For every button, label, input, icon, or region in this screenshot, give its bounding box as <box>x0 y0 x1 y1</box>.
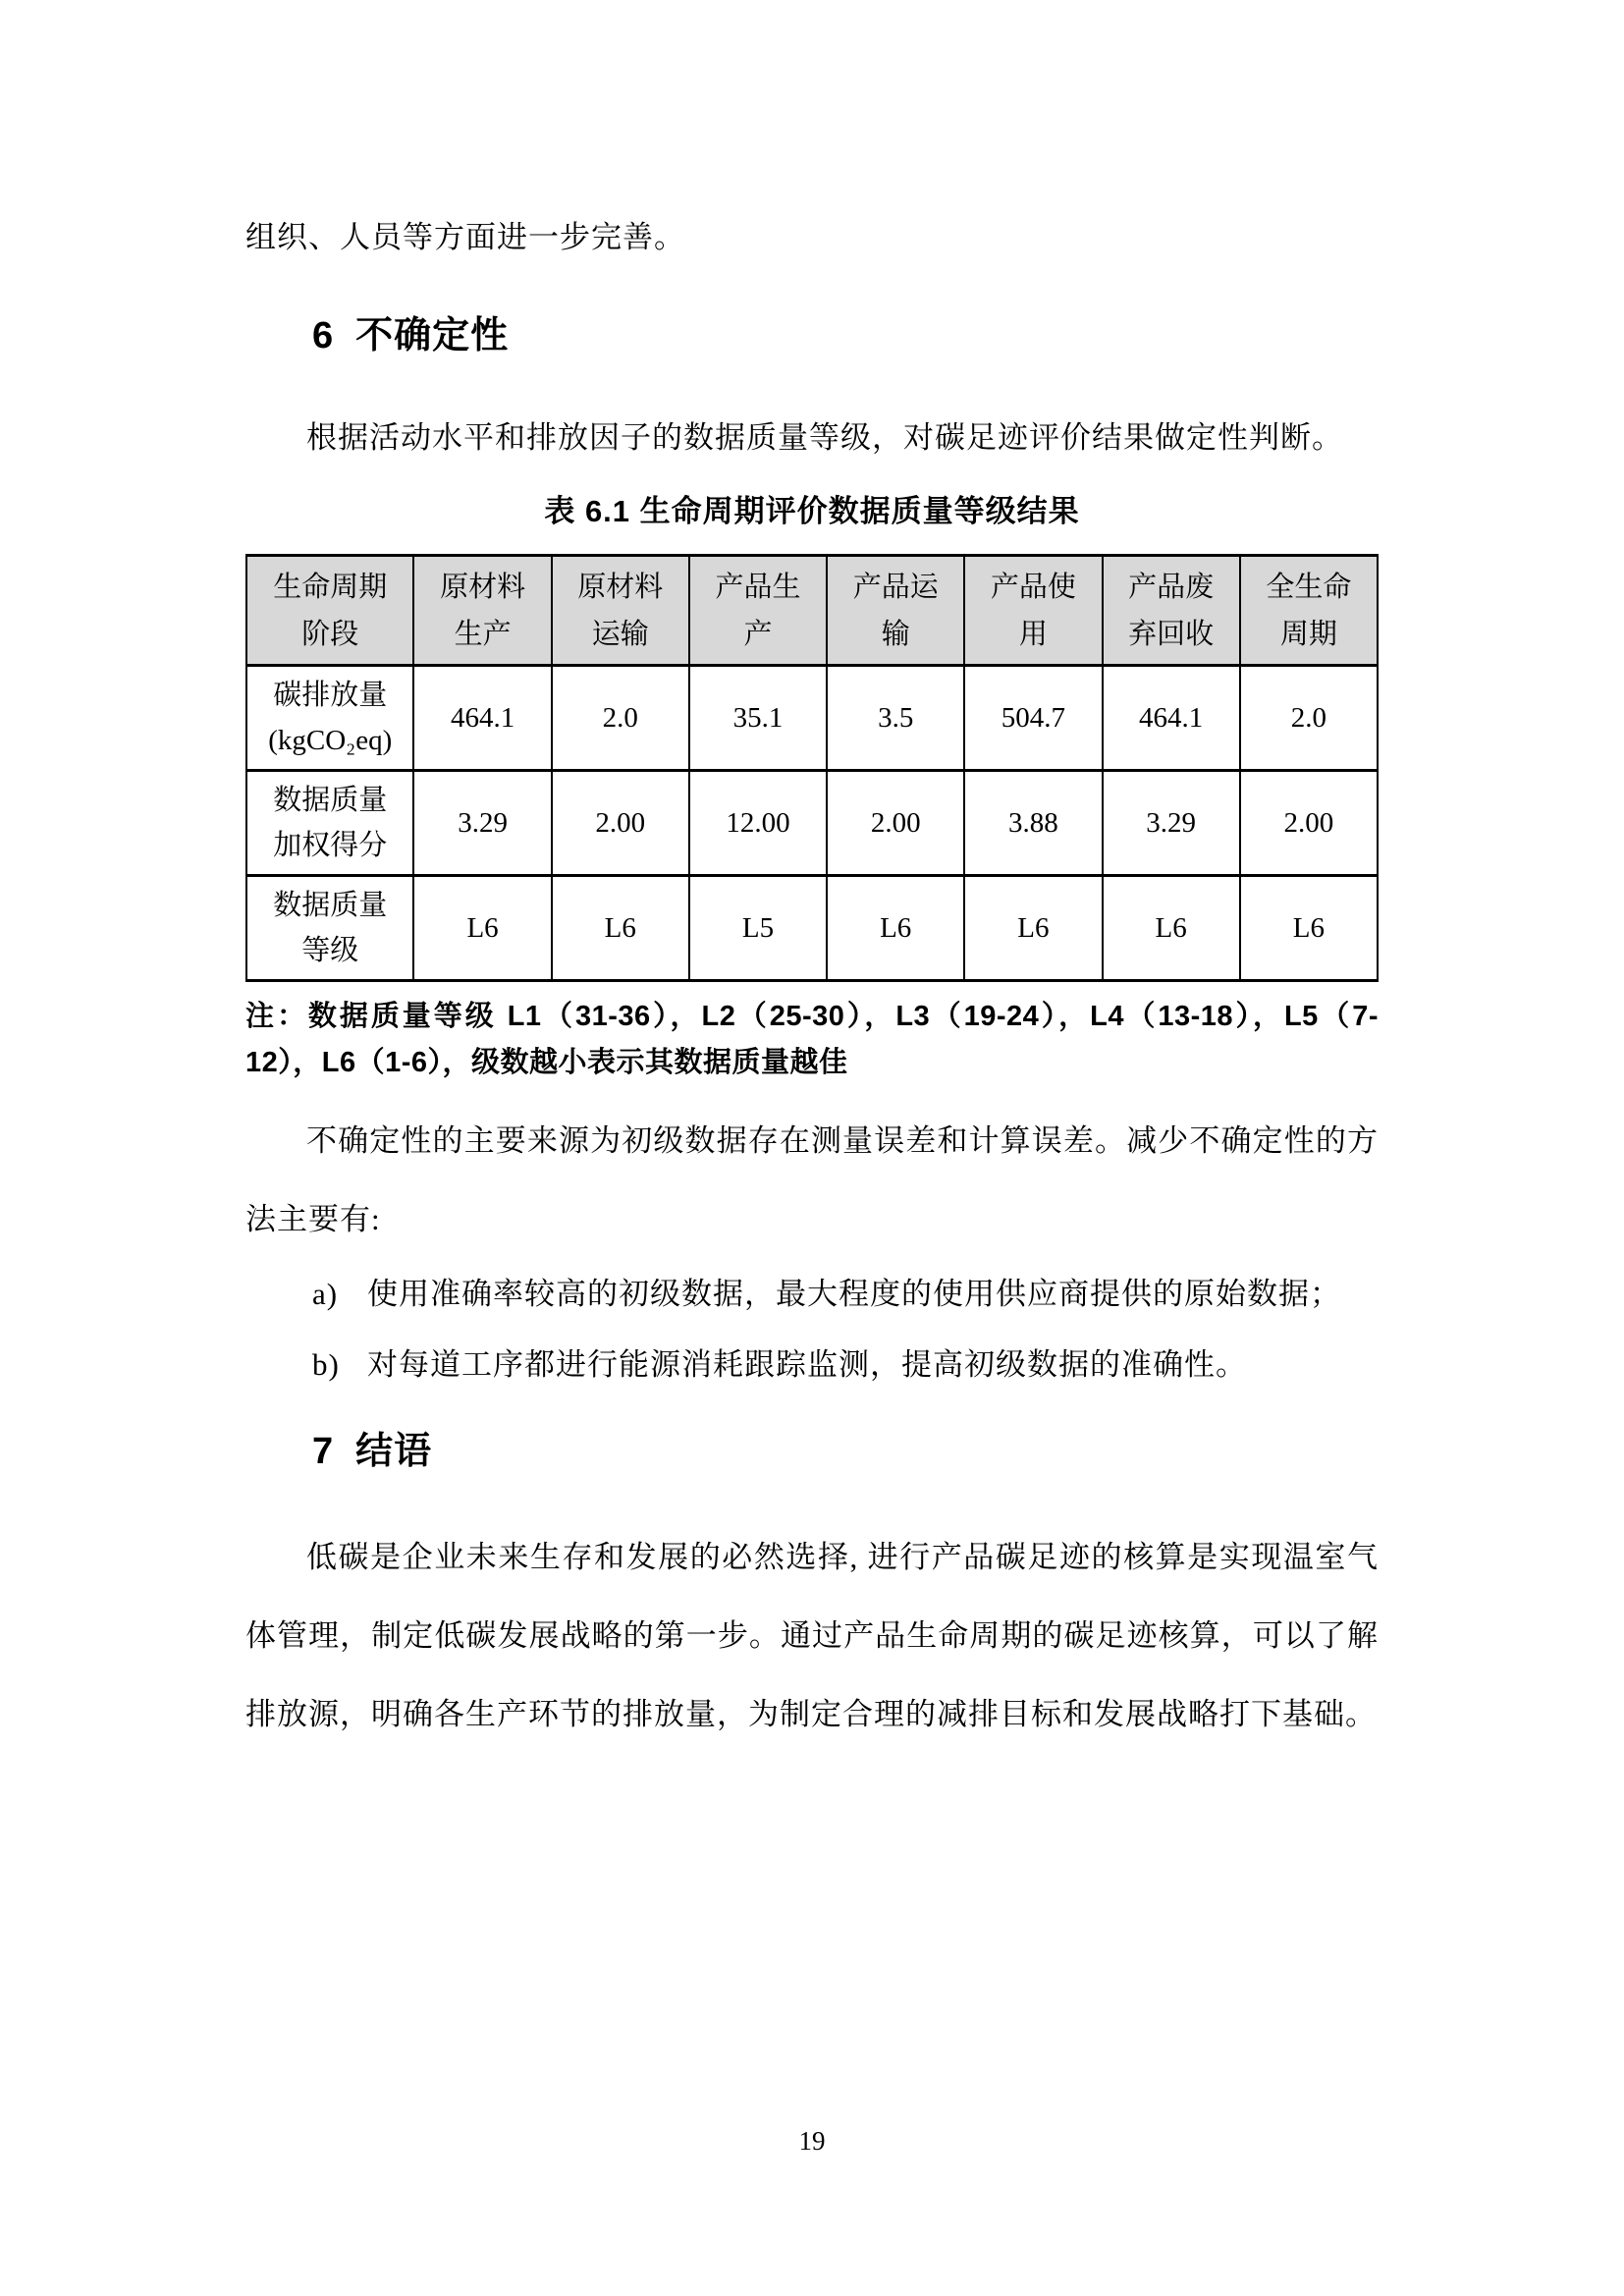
list-item-a-label: a) <box>312 1277 339 1311</box>
page-number: 19 <box>798 2126 826 2156</box>
table-header-cell: 产品生 产 <box>689 556 827 666</box>
table-header-cell: 原材料 运输 <box>552 556 689 666</box>
uncertainty-paragraph: 不确定性的主要来源为初级数据存在测量误差和计算误差。减少不确定性的方法主要有: <box>245 1123 1379 1236</box>
table-row-carbon-emissions <box>246 666 1378 771</box>
table-row-quality-level <box>246 876 1378 981</box>
section-7-title: 结语 <box>355 1431 433 1472</box>
table-cell: L6 <box>413 876 551 981</box>
table-cell: L6 <box>1103 876 1240 981</box>
table-cell: 12.00 <box>689 771 827 876</box>
table-header-cell: 全生命 周期 <box>1240 556 1378 666</box>
data-quality-table <box>245 554 1379 982</box>
table-cell: 2.00 <box>1240 771 1378 876</box>
list-item-b <box>245 1330 1379 1400</box>
table-header-cell: 原材料 生产 <box>413 556 551 666</box>
section-7-paragraph: 低碳是企业未来生存和发展的必然选择, 进行产品碳足迹的核算是实现温室气体管理，制定低碳发展战略的第一步。通过产品生命周期的碳足迹核算，可以了解排放源，明确各生产环节的排放量，为制定合理的减排目标和发展战略打下基础。 <box>245 1540 1379 1731</box>
table-row-weighted-score <box>246 771 1378 876</box>
table-cell: 3.5 <box>827 666 964 771</box>
table-header-cell: 产品使 用 <box>964 556 1102 666</box>
uncertainty-method-list <box>245 1259 1379 1400</box>
list-item-b-text: 对每道工序都进行能源消耗跟踪监测，提高初级数据的准确性。 <box>367 1347 1247 1382</box>
table-cell: 2.00 <box>552 771 689 876</box>
section-6-heading <box>245 308 1379 363</box>
table-cell: 2.0 <box>1240 666 1378 771</box>
table-header-cell: 产品废 弃回收 <box>1103 556 1240 666</box>
table-row-label: 数据质量 等级 <box>246 876 413 981</box>
table-cell: L6 <box>827 876 964 981</box>
table-header-row <box>246 556 1378 666</box>
table-cell: 3.29 <box>1103 771 1240 876</box>
section-7-heading <box>245 1424 1379 1479</box>
table-cell: 3.29 <box>413 771 551 876</box>
table-cell: 3.88 <box>964 771 1102 876</box>
table-cell: L6 <box>964 876 1102 981</box>
table-cell: 464.1 <box>413 666 551 771</box>
intro-paragraph: 组织、人员等方面进一步完善。 <box>245 220 685 254</box>
table-header-cell: 生命周期 阶段 <box>246 556 413 666</box>
table-cell: 504.7 <box>964 666 1102 771</box>
table-row-label: 数据质量 加权得分 <box>246 771 413 876</box>
table-caption: 表 6.1 生命周期评价数据质量等级结果 <box>544 494 1080 528</box>
table-cell: 2.0 <box>552 666 689 771</box>
table-note: 注：数据质量等级 L1（31-36），L2（25-30），L3（19-24），L4（13-18），L5（7-12），L6（1-6），级数越小表示其数据质量越佳 <box>245 1001 1379 1078</box>
section-6-title: 不确定性 <box>355 315 510 356</box>
table-cell: 2.00 <box>827 771 964 876</box>
table-cell: 464.1 <box>1103 666 1240 771</box>
section-7-number: 7 <box>312 1431 335 1472</box>
table-cell: 35.1 <box>689 666 827 771</box>
table-cell: L6 <box>1240 876 1378 981</box>
table-row-label: 碳排放量 (kgCO₂eq) <box>246 666 413 771</box>
table-cell: L6 <box>552 876 689 981</box>
section-6-number: 6 <box>312 315 335 356</box>
list-item-a-text: 使用准确率较高的初级数据，最大程度的使用供应商提供的原始数据； <box>367 1277 1341 1311</box>
list-item-a <box>245 1259 1379 1330</box>
list-item-b-label: b) <box>312 1347 340 1382</box>
section-6-paragraph: 根据活动水平和排放因子的数据质量等级，对碳足迹评价结果做定性判断。 <box>306 420 1343 455</box>
table-header-cell: 产品运 输 <box>827 556 964 666</box>
table-cell: L5 <box>689 876 827 981</box>
